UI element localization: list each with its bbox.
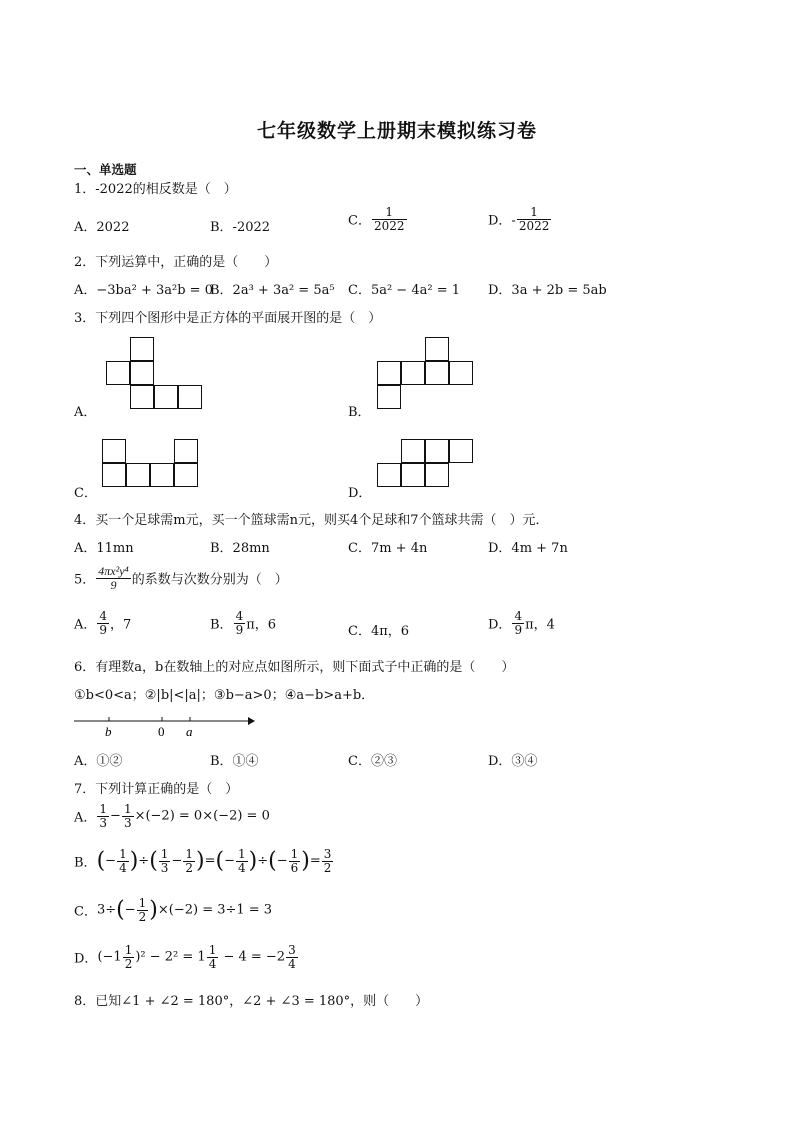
q7-b-n2: 1 <box>160 847 169 861</box>
q7-b-eq2: = <box>309 853 321 869</box>
q7-b-t3: − <box>276 853 288 869</box>
q5-number: 5． <box>74 572 96 588</box>
q6-option-a: A．①② <box>74 754 123 769</box>
q6-conditions: ①b<0<a；②|b|<|a|；③b−a>0；④a−b>a+b． <box>74 688 375 703</box>
q7-d-n1: 1 <box>124 943 133 957</box>
q1-d-den: 2022 <box>518 218 550 233</box>
section-heading: 一、单选题 <box>74 162 137 177</box>
q7-b-div: ÷ <box>138 853 150 869</box>
q7-option-d <box>74 944 299 970</box>
q5-stem-rest: 的系数与次数分别为（ ） <box>131 572 288 588</box>
q6-option-c: C．②③ <box>348 754 397 769</box>
q1-d-label: D．- <box>488 213 516 229</box>
q5-d-label: D． <box>488 617 512 633</box>
q7-d-t2: )² − 2² = 1 <box>135 949 206 965</box>
q7-b-t1: − <box>105 853 117 869</box>
q7-a-n1: 1 <box>99 802 108 816</box>
q2-option-d: D．3a + 2b = 5ab <box>488 283 607 298</box>
q5-option-a <box>74 610 131 636</box>
q3-option-b-label: B． <box>348 405 371 420</box>
q1-option-d <box>488 206 552 232</box>
q7-d-d2: 4 <box>208 956 217 971</box>
q5-b-den: 9 <box>235 622 244 637</box>
q5-frac-den: 9 <box>110 577 117 592</box>
q1-c-den: 2022 <box>373 218 405 233</box>
q2-option-b: B．2a³ + 3a² = 5a⁵ <box>210 283 335 298</box>
q2-option-a: A．−3ba² + 3a²b = 0 <box>74 283 213 298</box>
q1-c-label: C． <box>348 213 371 229</box>
q7-a-d1: 3 <box>99 815 108 830</box>
q5-a-num: 4 <box>99 609 108 623</box>
q7-b-d4: 4 <box>237 860 246 875</box>
q7-b-div2: ÷ <box>257 853 269 869</box>
q7-option-b: B．(− $\frac{1}{4}$ )÷( $\frac{1}{3}$ − $\frac{1}{2}$ )=(− $\frac{1}{4}$ )÷(− $\frac{1}{6}$ )= $\frac{3}{2}$ <box>74 847 332 875</box>
q7-b-n6: 3 <box>323 847 332 861</box>
q6-option-d: D．③④ <box>488 754 538 769</box>
page-title: 七年级数学上册期末模拟练习卷 <box>256 120 537 142</box>
q7-c-d1: 2 <box>138 909 147 924</box>
q7-a-n2: 1 <box>123 802 132 816</box>
q1-c-num: 1 <box>372 206 407 220</box>
q3-option-c-label: C． <box>74 486 97 501</box>
q1-option-b: B．-2022 <box>210 220 271 235</box>
q7-c-n1: 1 <box>138 896 147 910</box>
q7-d-t3: − 4 = −2 <box>219 949 286 965</box>
q5-a-post: ，7 <box>110 617 132 633</box>
q6-stem: 6．有理数a，b在数轴上的对应点如图所示，则下面式子中正确的是（ ） <box>74 660 515 675</box>
q5-b-post: π，6 <box>246 617 277 633</box>
q5-a-label: A． <box>74 617 97 633</box>
q5-option-b <box>210 610 276 636</box>
q5-b-num: 4 <box>235 609 244 623</box>
q4-option-d: D．4m + 7n <box>488 541 568 556</box>
q7-b-n1: 1 <box>119 847 127 861</box>
q4-option-b: B．28mn <box>210 541 270 556</box>
q7-b-n3: 1 <box>185 847 193 861</box>
q4-stem: 4．买一个足球需m元，买一个篮球需n元，则买4个足球和7个篮球共需（ ）元． <box>74 513 549 528</box>
q5-frac-num: 4πx²y⁴ <box>98 564 129 578</box>
q1-d-num: 1 <box>517 206 552 220</box>
q7-b-d6: 2 <box>323 860 332 875</box>
q7-b-d3: 2 <box>185 860 193 875</box>
axis-label-b: b <box>105 724 112 739</box>
q7-b-minus: − <box>171 853 183 869</box>
q7-d-n2: 1 <box>208 943 217 957</box>
q7-d-n3: 3 <box>288 943 296 957</box>
q7-d-t1: (−1 <box>97 949 122 965</box>
q7-b-d2: 3 <box>160 860 169 875</box>
q5-d-den: 9 <box>514 622 523 637</box>
q7-c-post: ×(−2) = 3÷1 = 3 <box>157 902 273 918</box>
q6-option-b: B．①④ <box>210 754 259 769</box>
q5-stem <box>74 565 288 591</box>
q7-c-t2: − <box>124 902 136 918</box>
q7-b-d1: 4 <box>119 860 127 875</box>
q7-stem: 7．下列计算正确的是（ ） <box>74 782 239 797</box>
q7-b-t2: − <box>224 853 235 869</box>
q7-b-n5: 1 <box>290 847 299 861</box>
q3-stem: 3．下列四个图形中是正方体的平面展开图的是（ ） <box>74 311 382 326</box>
q5-b-label: B． <box>210 617 233 633</box>
q5-d-post: π，4 <box>525 617 555 633</box>
q8-stem: 8．已知∠1 + ∠2 = 180°，∠2 + ∠3 = 180°，则（ ） <box>74 994 429 1009</box>
q5-d-num: 4 <box>514 609 523 623</box>
q7-a-d2: 3 <box>123 815 132 830</box>
q7-b-d5: 6 <box>290 860 299 875</box>
q7-option-c: C．3÷(− $\frac{1}{2}$ )×(−2) = 3÷1 = 3 <box>74 896 273 924</box>
axis-label-0: 0 <box>158 724 165 739</box>
q1-option-a: A．2022 <box>74 220 130 235</box>
q2-stem: 2．下列运算中，正确的是（ ） <box>74 255 278 270</box>
q1-option-c <box>348 206 408 232</box>
q7-c-t1: 3÷ <box>96 902 117 918</box>
q2-option-c: C．5a² − 4a² = 1 <box>348 283 460 298</box>
q4-option-c: C．7m + 4n <box>348 541 428 556</box>
q1-stem: 1．-2022的相反数是（ ） <box>74 182 237 197</box>
q6-number-line <box>72 712 256 742</box>
q7-d-d1: 2 <box>124 956 133 971</box>
q5-a-den: 9 <box>99 622 108 637</box>
q7-option-a <box>74 803 270 829</box>
q3-option-d-label: D． <box>348 486 372 501</box>
q3-option-a-label: A． <box>74 405 97 420</box>
q4-option-a: A．11mn <box>74 541 134 556</box>
q7-b-eq: = <box>204 853 216 869</box>
q7-b-label: B． <box>74 855 97 871</box>
q7-d-d3: 4 <box>288 956 296 971</box>
axis-label-a: a <box>186 724 193 739</box>
q5-option-d <box>488 610 555 636</box>
q5-option-c: C．4π，6 <box>348 624 410 639</box>
q7-a-mid: − <box>110 808 121 824</box>
q7-d-label: D． <box>74 951 98 967</box>
q7-a-post: ×(−2) = 0×(−2) = 0 <box>134 808 270 824</box>
q7-c-label: C． <box>74 904 97 920</box>
q7-a-label: A． <box>74 810 97 826</box>
q7-b-n4: 1 <box>237 847 246 861</box>
